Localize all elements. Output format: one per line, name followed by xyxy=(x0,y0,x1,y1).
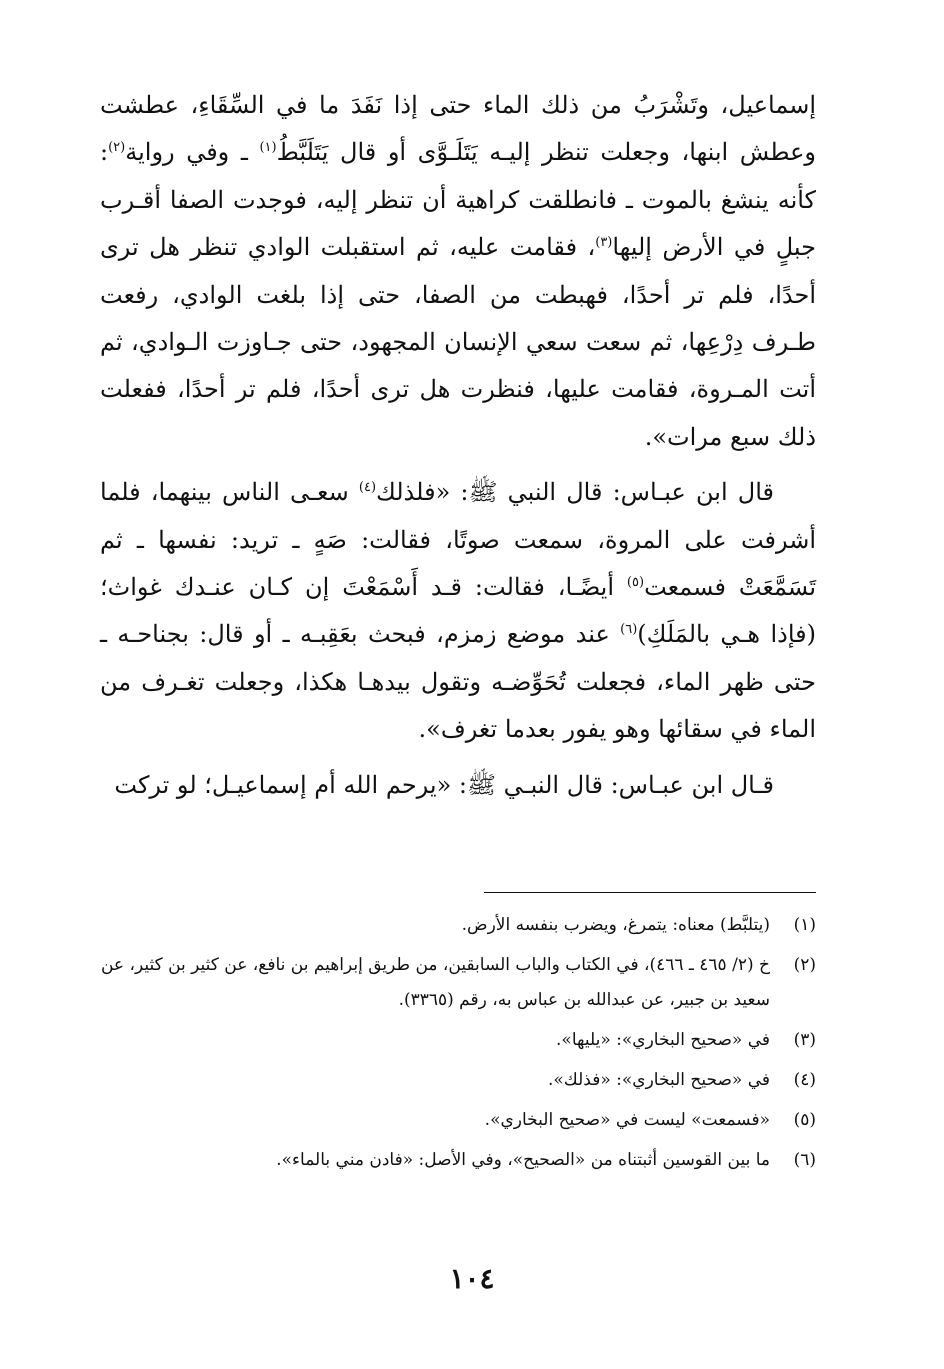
paragraph-2-part-c: أيضًـا، فقالت: قـد أَسْمَعْتَ إن كـان عنـدك غواث؛ (فإذا هـي بالمَلَكِ) xyxy=(100,573,816,649)
footnote-ref-5[interactable]: (٥) xyxy=(626,575,645,591)
paragraph-3 xyxy=(100,762,816,809)
footnotes xyxy=(100,908,816,1183)
footnote-number: (٤) xyxy=(793,1070,816,1090)
footnote-text: ما بين القوسين أثبتناه من «الصحيح»، وفي الأصل: «فادن مني بالماء». xyxy=(276,1150,770,1170)
footnote-text: في «صحيح البخاري»: «يليها». xyxy=(556,1030,770,1050)
paragraph-2-part-b: سعـى الناس بينهما، فلما أشرفت على المروة، سمعت صوتًا، فقالت: صَهٍ ـ تريد: نفسها ـ ثم تَسَمَّعَتْ فسمعت xyxy=(100,478,816,602)
footnote-text: خ (٢/ ٤٦٥ ـ ٤٦٦)، في الكتاب والباب السابقين، من طريق إبراهيم بن نافع، عن كثير بن كثير، عن سعيد بن جبير، عن عبدالله بن عباس به، رقم (٣٣٦٥). xyxy=(100,955,770,1010)
footnote-ref-6[interactable]: (٦) xyxy=(620,622,638,638)
footnote-number: (١) xyxy=(793,915,816,935)
footnote-ref-2[interactable]: (٢) xyxy=(108,140,126,156)
footnote-ref-3[interactable]: (٣) xyxy=(595,235,613,251)
footnote-6 xyxy=(100,1143,816,1178)
footnote-5 xyxy=(100,1103,816,1138)
paragraph-3-text: قـال ابن عبـاس: قال النبـي ﷺ: «يرحم الله أم إسماعيـل؛ لو تركت xyxy=(114,770,774,799)
footnote-number: (٢) xyxy=(793,955,816,975)
footnote-number: (٣) xyxy=(793,1030,816,1050)
footnote-divider xyxy=(484,892,816,893)
paragraph-1-part-c: : كأنه ينشغ بالموت ـ فانطلقت كراهية أن تنظر إليه، فوجدت الصفا أقـرب جبلٍ في الأرض إليها xyxy=(100,138,816,262)
footnote-ref-1[interactable]: (١) xyxy=(259,140,277,156)
paragraph-2 xyxy=(100,469,816,753)
footnote-3 xyxy=(100,1023,816,1058)
footnote-2 xyxy=(100,948,816,1018)
footnote-1 xyxy=(100,908,816,943)
body-text xyxy=(100,82,816,809)
paragraph-1-part-d: ، فقامت عليه، ثم استقبلت الوادي تنظر هل ترى أحدًا، فلم تر أحدًا، فهبطت من الصفا، حتى إذا بلغت الوادي، رفعت طـرف دِرْعِها، ثم سعت سعي الإنسان المجهود، حتى جـاوزت الـوادي، ثم أتت المـروة، فقامت عليها، فنظرت هل ترى أحدًا، فلم تر أحدًا، ففعلت ذلك سبع مرات». xyxy=(100,233,817,451)
paragraph-1 xyxy=(100,82,816,461)
paragraph-2-part-d: عند موضع زمزم، فبحث بعَقِبـه ـ أو قال: بجناحـه ـ حتى ظهر الماء، فجعلت تُحَوِّضـه وتقول بيدهـا هكذا، وجعلت تغـرف من الماء في سقائها وهو يفور بعدما تغرف». xyxy=(100,620,816,744)
page-number: ١٠٤ xyxy=(449,1262,495,1295)
paragraph-1-part-b: ـ وفي رواية xyxy=(125,138,260,167)
footnote-ref-4[interactable]: (٤) xyxy=(358,480,377,496)
footnote-number: (٥) xyxy=(793,1110,816,1130)
paragraph-2-part-a: قال ابن عبـاس: قال النبي ﷺ: «فلذلك xyxy=(376,478,774,507)
footnote-4 xyxy=(100,1063,816,1098)
paragraph-1-part-a: إسماعيل، وتَشْرَبُ من ذلك الماء حتى إذا نَفَدَ ما في السِّقَاءِ، عطشت وعطش ابنها، وجعلت تنظر إليـه يَتَلَـوَّى أو قال يَتَلَبَّطُ xyxy=(100,91,816,167)
footnote-text: «فسمعت» ليست في «صحيح البخاري». xyxy=(484,1110,770,1130)
footnote-text: في «صحيح البخاري»: «فذلك». xyxy=(547,1070,770,1090)
footnote-text: (يتلبَّط) معناه: يتمرغ، ويضرب بنفسه الأرض. xyxy=(461,915,770,935)
main-text xyxy=(100,82,816,809)
footnote-number: (٦) xyxy=(793,1150,816,1170)
